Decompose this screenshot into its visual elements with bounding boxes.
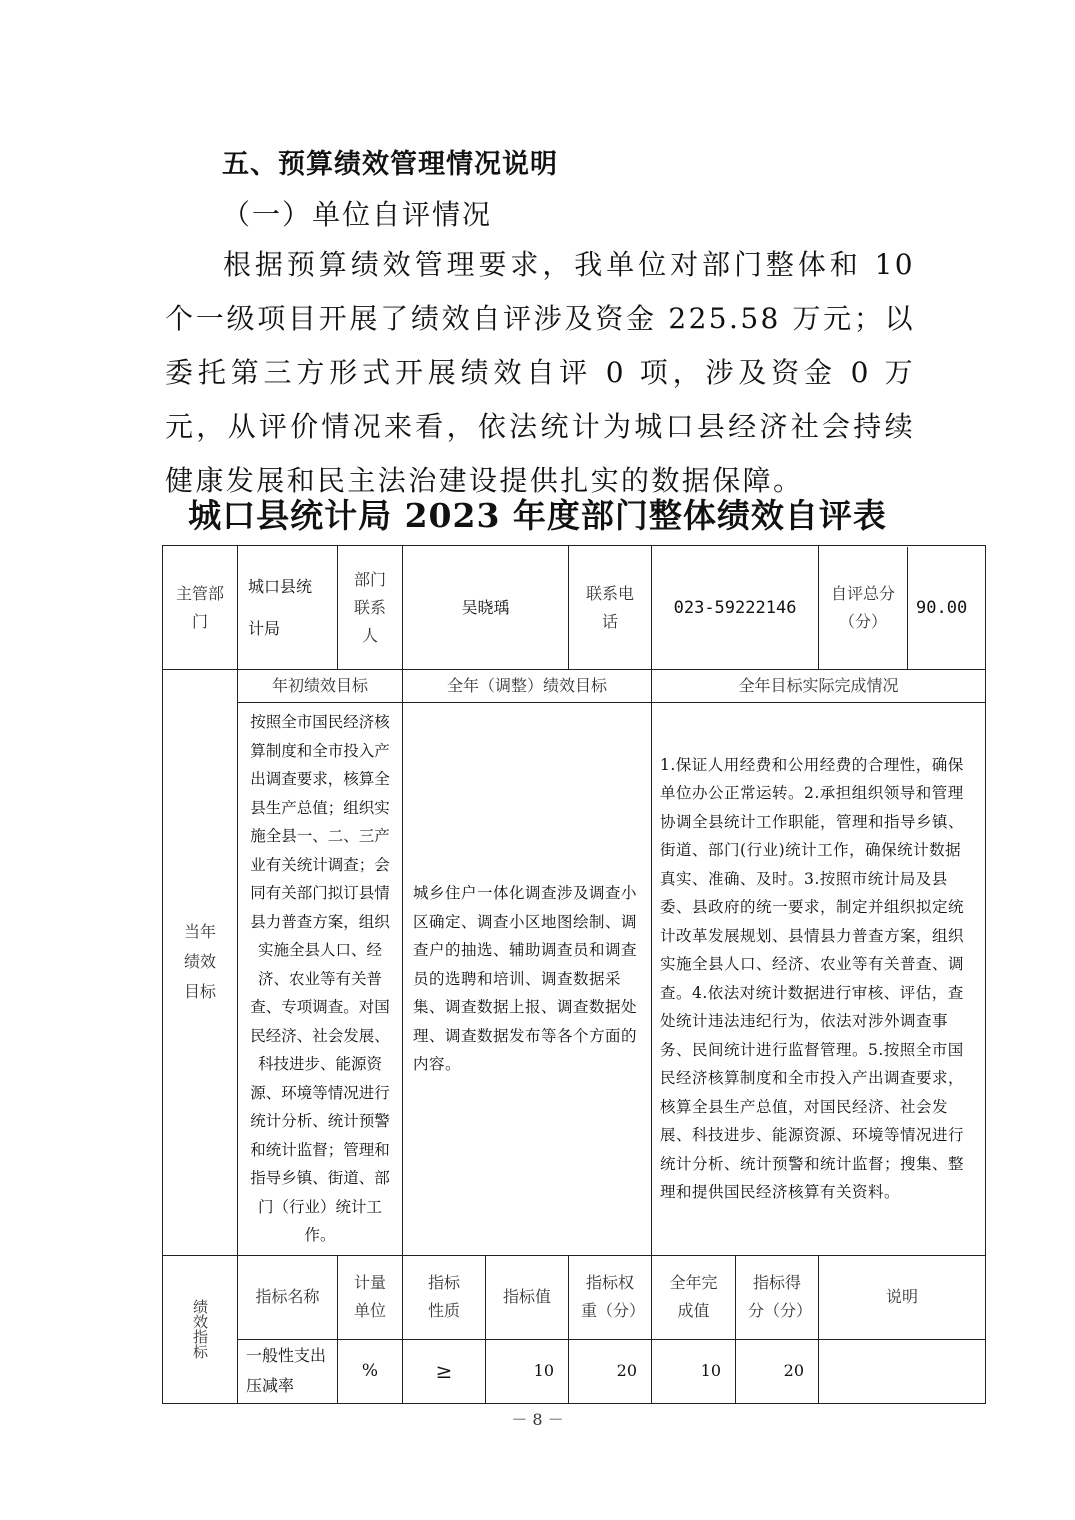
score-cell (819, 546, 986, 670)
col-weight: 指标权重（分） (569, 1255, 652, 1339)
table-title: 城口县统计局 2023 年度部门整体绩效自评表 (188, 496, 887, 535)
indicators-header-row (163, 1255, 986, 1339)
col-value: 指标值 (486, 1255, 569, 1339)
indicator-nature: ≥ (403, 1339, 486, 1403)
section-heading: 五、预算绩效管理情况说明 (222, 149, 558, 180)
col-nature: 指标性质 (403, 1255, 486, 1339)
indicator-unit: % (338, 1339, 403, 1403)
table-row (163, 1339, 986, 1403)
col-completed: 全年完成值 (652, 1255, 736, 1339)
col-note: 说明 (819, 1255, 986, 1339)
initial-goal-text: 按照全市国民经济核算制度和全市投入产出调查要求，核算全县生产总值；组织实施全县一、二、三产业有关统计调查；会同有关部门拟订县情县力普查方案，组织实施全县人口、经济、农业等有关普查、专项调查。对国民经济、社会发展、科技进步、能源资源、环境等情况进行统计分析、统计预警和统计监督；管理和指导乡镇、街道、部门（行业）统计工作。 (238, 703, 403, 1256)
indicator-name: 一般性支出压减率 (238, 1339, 338, 1403)
col-indicator-name: 指标名称 (238, 1255, 338, 1339)
dept-value: 城口县统计局 (238, 546, 338, 670)
dept-label: 主管部门 (163, 546, 238, 670)
page-number: － 8 － (511, 1410, 564, 1429)
indicator-note (819, 1339, 986, 1403)
adjusted-goal-text: 城乡住户一体化调查涉及调查小区确定、调查小区地图绘制、调查户的抽选、辅助调查员和调查员的选聘和培训、调查数据采集、调查数据上报、调查数据处理、调查数据发布等各个方面的内容。 (403, 703, 652, 1256)
section-subheading: （一）单位自评情况 (222, 198, 493, 231)
self-evaluation-table (162, 545, 986, 1404)
contact-label: 部门联系人 (338, 546, 403, 670)
goals-header-row (163, 670, 986, 703)
score-value: 90.00 (916, 597, 968, 618)
goals-content-row (163, 703, 986, 1256)
contact-value: 吴晓瑀 (403, 546, 569, 670)
col-score: 指标得分（分） (736, 1255, 819, 1339)
indicator-completed: 10 (652, 1339, 736, 1403)
score-label: 自评总分（分） (819, 547, 908, 669)
col-adjusted-goal: 全年（调整）绩效目标 (403, 670, 652, 703)
actual-completion-text: 1.保证人用经费和公用经费的合理性，确保单位办公正常运转。2.承担组织领导和管理协调全县统计工作职能，管理和指导乡镇、街道、部门(行业)统计工作，确保统计数据真实、准确、及时。3.按照市统计局及县委、县政府的统一要求，制定并组织拟定统计改革发展规划、县情县力普查方案，组织实施全县人口、经济、农业等有关普查、调查。4.依法对统计数据进行审核、评估，查处统计违法违纪行为，依法对涉外调查事务、民间统计进行监督管理。5.按照全市国民经济核算制度和全市投入产出调查要求，核算全县生产总值，对国民经济、社会发展、科技进步、能源资源、环境等情况进行统计分析、统计预警和统计监督；搜集、整理和提供国民经济核算有关资料。 (652, 703, 986, 1256)
phone-label: 联系电话 (569, 546, 652, 670)
col-actual-completion: 全年目标实际完成情况 (652, 670, 986, 703)
section-paragraph: 根据预算绩效管理要求，我单位对部门整体和 10 个一级项目开展了绩效自评涉及资金 225.58 万元；以委托第三方形式开展绩效自评 0 项，涉及资金 0 万元，从评价情况来看，依法统计为城口县经济社会持续健康发展和民主法治建设提供扎实的数据保障。 (165, 248, 915, 497)
score-subtable (819, 547, 985, 669)
header-row (163, 546, 986, 670)
indicator-value: 10 (486, 1339, 569, 1403)
indicator-weight: 20 (569, 1339, 652, 1403)
indicators-row-label: 绩效指标 (163, 1255, 238, 1403)
phone-value: 023-59222146 (652, 546, 819, 670)
goals-row-label: 当年绩效目标 (163, 670, 238, 1256)
indicator-score: 20 (736, 1339, 819, 1403)
col-initial-goal: 年初绩效目标 (238, 670, 403, 703)
col-unit: 计量单位 (338, 1255, 403, 1339)
